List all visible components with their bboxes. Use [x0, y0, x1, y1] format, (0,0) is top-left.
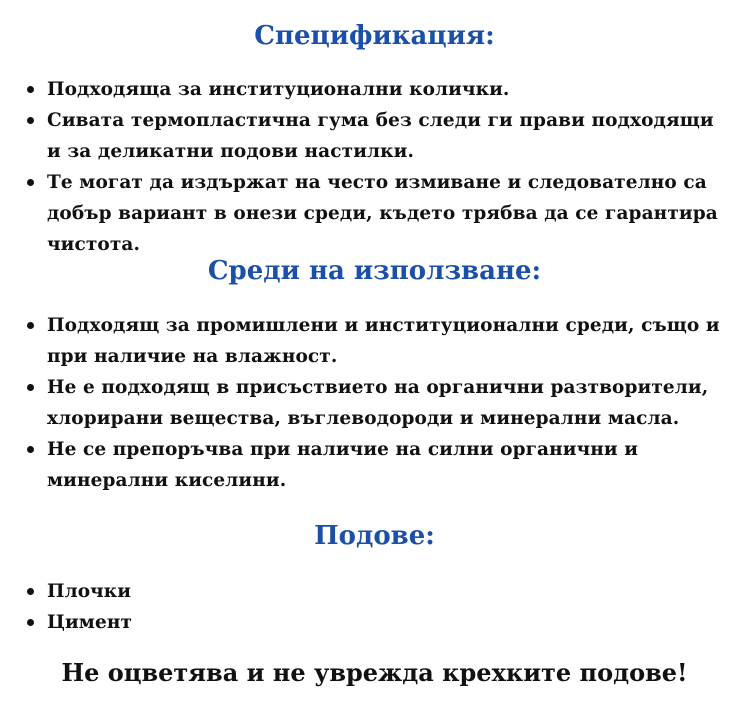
list-item: [24, 105, 725, 167]
list-item: [24, 372, 725, 434]
usage-environments-list: [24, 310, 725, 496]
bullet-icon: [27, 117, 34, 124]
specification-list: [24, 74, 725, 260]
list-item-text: Подходящ за промишлени и институционални среди, също и при наличие на влажност.: [47, 315, 720, 367]
list-item: [24, 74, 725, 105]
list-item: [24, 607, 725, 638]
bullet-icon: [27, 384, 34, 391]
section-title-floors: Подове:: [314, 521, 435, 551]
list-item: [24, 434, 725, 496]
bullet-icon: [27, 322, 34, 329]
list-item-text: Не е подходящ в присъствието на органични разтворители, хлорирани вещества, въглеводороди и минерални масла.: [47, 377, 709, 429]
bullet-icon: [27, 446, 34, 453]
list-item-text: Сивата термопластична гума без следи ги прави подходящи и за деликатни подови настилки.: [47, 110, 714, 162]
list-item-text: Не се препоръчва при наличие на силни органични и минерални киселини.: [47, 439, 639, 491]
list-item-text: Те могат да издържат на често измиване и следователно са добър вариант в онези среди, където трябва да се гарантира чистота.: [47, 172, 718, 255]
bullet-icon: [27, 179, 34, 186]
list-item: [24, 167, 725, 260]
list-item-text: Цимент: [47, 612, 133, 633]
closing-tagline: Не оцветява и не уврежда крехките подове!: [61, 658, 688, 687]
list-item-text: Плочки: [47, 581, 132, 602]
section-title-specification: Спецификация:: [254, 21, 495, 51]
bullet-icon: [27, 588, 34, 595]
floors-list: [24, 576, 725, 638]
section-title-usage-environments: Среди на използване:: [207, 256, 542, 286]
list-item: [24, 576, 725, 607]
bullet-icon: [27, 619, 34, 626]
list-item: [24, 310, 725, 372]
list-item-text: Подходяща за институционални колички.: [47, 79, 510, 100]
bullet-icon: [27, 86, 34, 93]
